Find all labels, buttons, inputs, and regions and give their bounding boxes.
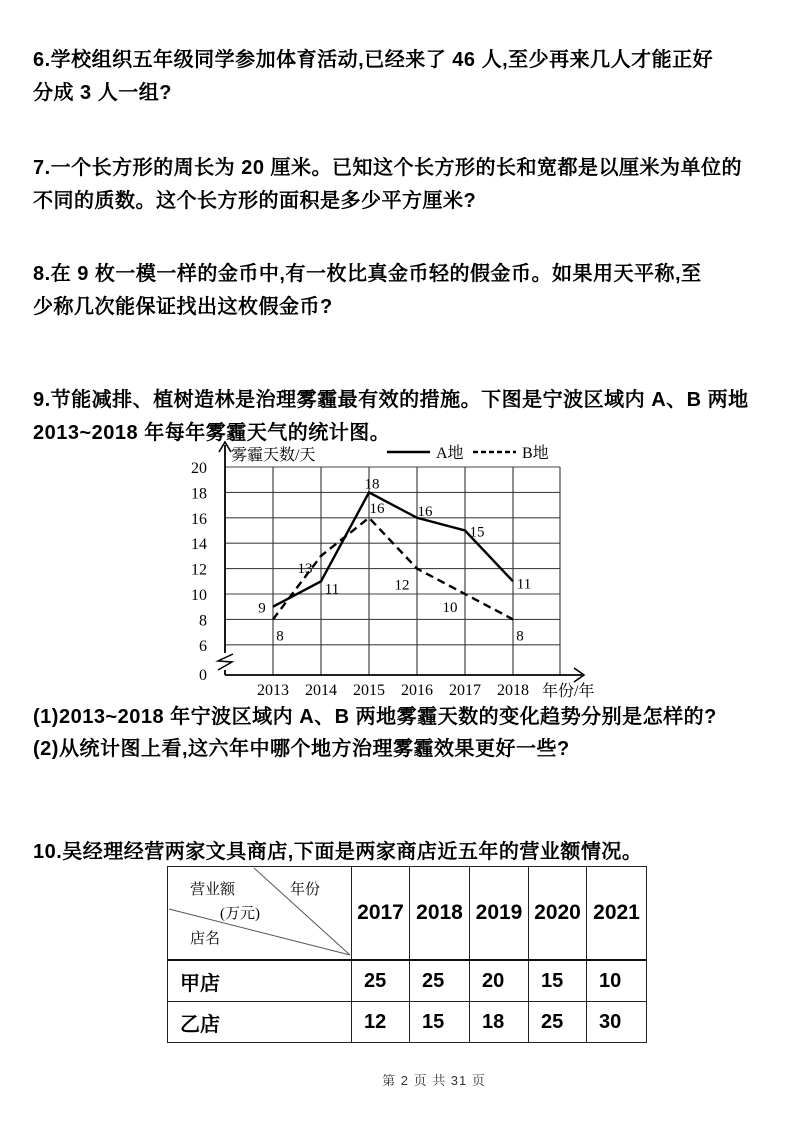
store-a-2020: 15 xyxy=(529,960,587,1002)
store-a-2021: 10 xyxy=(587,960,647,1002)
svg-text:12: 12 xyxy=(191,561,207,579)
svg-text:8: 8 xyxy=(276,628,284,645)
question-9-sub-2: (2)从统计图上看,这六年中哪个地方治理雾霾效果更好一些? xyxy=(33,738,570,760)
svg-text:11: 11 xyxy=(324,581,340,598)
corner-label-store: 店名 xyxy=(190,931,221,947)
corner-label-unit: (万元) xyxy=(220,906,260,922)
question-6 xyxy=(33,44,781,110)
year-header-2018: 2018 xyxy=(410,867,470,961)
svg-text:2018: 2018 xyxy=(497,682,529,699)
table-row-store-a xyxy=(168,960,647,1002)
table-row-store-b xyxy=(168,1002,647,1043)
svg-text:A地: A地 xyxy=(436,445,464,462)
svg-text:11: 11 xyxy=(516,576,532,593)
svg-text:年份/年: 年份/年 xyxy=(542,683,595,700)
question-9-sub-1: (1)2013~2018 年宁波区域内 A、B 两地雾霾天数的变化趋势分别是怎样的? xyxy=(33,706,717,728)
corner-label-revenue: 营业额 xyxy=(190,882,236,898)
store-b-2020: 25 xyxy=(529,1002,587,1043)
store-b-2018: 15 xyxy=(410,1002,470,1043)
svg-text:15: 15 xyxy=(469,524,485,541)
svg-text:0: 0 xyxy=(199,667,207,684)
store-a-2018: 25 xyxy=(410,960,470,1002)
question-8-line-2: 少称几次能保证找出这枚假金币? xyxy=(33,296,333,318)
question-6-line-2: 分成 3 人一组? xyxy=(33,82,172,104)
svg-text:20: 20 xyxy=(191,460,207,477)
question-8 xyxy=(33,258,781,324)
year-header-2019: 2019 xyxy=(470,867,529,961)
year-header-2021: 2021 xyxy=(587,867,647,961)
fog-days-chart xyxy=(180,438,595,702)
question-6-line-1: 6.学校组织五年级同学参加体育活动,已经来了 46 人,至少再来几人才能正好 xyxy=(33,49,714,71)
svg-text:13: 13 xyxy=(297,560,313,577)
svg-text:18: 18 xyxy=(364,476,380,493)
corner-header-cell xyxy=(168,867,352,961)
store-b-2021: 30 xyxy=(587,1002,647,1043)
question-9-subquestions xyxy=(33,701,781,765)
svg-text:6: 6 xyxy=(199,637,207,655)
svg-text:8: 8 xyxy=(199,612,207,630)
year-header-2017: 2017 xyxy=(352,867,410,961)
question-10 xyxy=(33,836,781,869)
revenue-table-grid xyxy=(167,866,647,1043)
svg-text:B地: B地 xyxy=(522,445,549,462)
year-header-2020: 2020 xyxy=(529,867,587,961)
question-7-line-2: 不同的质数。这个长方形的面积是多少平方厘米? xyxy=(33,190,477,212)
question-8-line-1: 8.在 9 枚一模一样的金币中,有一枚比真金币轻的假金币。如果用天平称,至 xyxy=(33,263,702,285)
svg-text:18: 18 xyxy=(191,485,207,503)
svg-text:16: 16 xyxy=(417,503,433,520)
revenue-table xyxy=(167,866,647,1043)
revenue-table-header-row xyxy=(168,867,647,961)
svg-text:16: 16 xyxy=(369,500,385,517)
page-footer: 第 2 页 共 31 页 xyxy=(382,1073,486,1088)
svg-text:2015: 2015 xyxy=(353,682,385,699)
store-b-name: 乙店 xyxy=(168,1002,352,1043)
store-a-2017: 25 xyxy=(352,960,410,1002)
store-b-2019: 18 xyxy=(470,1002,529,1043)
question-10-line-1: 10.吴经理经营两家文具商店,下面是两家商店近五年的营业额情况。 xyxy=(33,841,643,863)
svg-text:2016: 2016 xyxy=(401,682,433,699)
svg-text:2014: 2014 xyxy=(305,682,337,699)
svg-text:8: 8 xyxy=(516,628,524,645)
svg-text:雾霾天数/天: 雾霾天数/天 xyxy=(231,447,316,464)
store-a-2019: 20 xyxy=(470,960,529,1002)
svg-text:2013: 2013 xyxy=(257,682,289,699)
svg-text:2017: 2017 xyxy=(449,682,481,699)
question-7-line-1: 7.一个长方形的周长为 20 厘米。已知这个长方形的长和宽都是以厘米为单位的 xyxy=(33,157,743,179)
store-a-name: 甲店 xyxy=(168,960,352,1002)
svg-text:10: 10 xyxy=(442,600,458,616)
svg-text:14: 14 xyxy=(191,536,207,554)
svg-text:10: 10 xyxy=(191,587,207,604)
question-9-line-2: 2013~2018 年每年雾霾天气的统计图。 xyxy=(33,422,391,444)
svg-text:9: 9 xyxy=(258,600,266,617)
svg-text:16: 16 xyxy=(191,510,207,528)
store-b-2017: 12 xyxy=(352,1002,410,1043)
fog-days-chart-svg xyxy=(180,438,595,702)
svg-text:12: 12 xyxy=(394,577,410,594)
corner-label-year: 年份 xyxy=(290,882,321,898)
question-7 xyxy=(33,152,781,218)
question-9-line-1: 9.节能减排、植树造林是治理雾霾最有效的措施。下图是宁波区域内 A、B 两地 xyxy=(33,389,749,411)
